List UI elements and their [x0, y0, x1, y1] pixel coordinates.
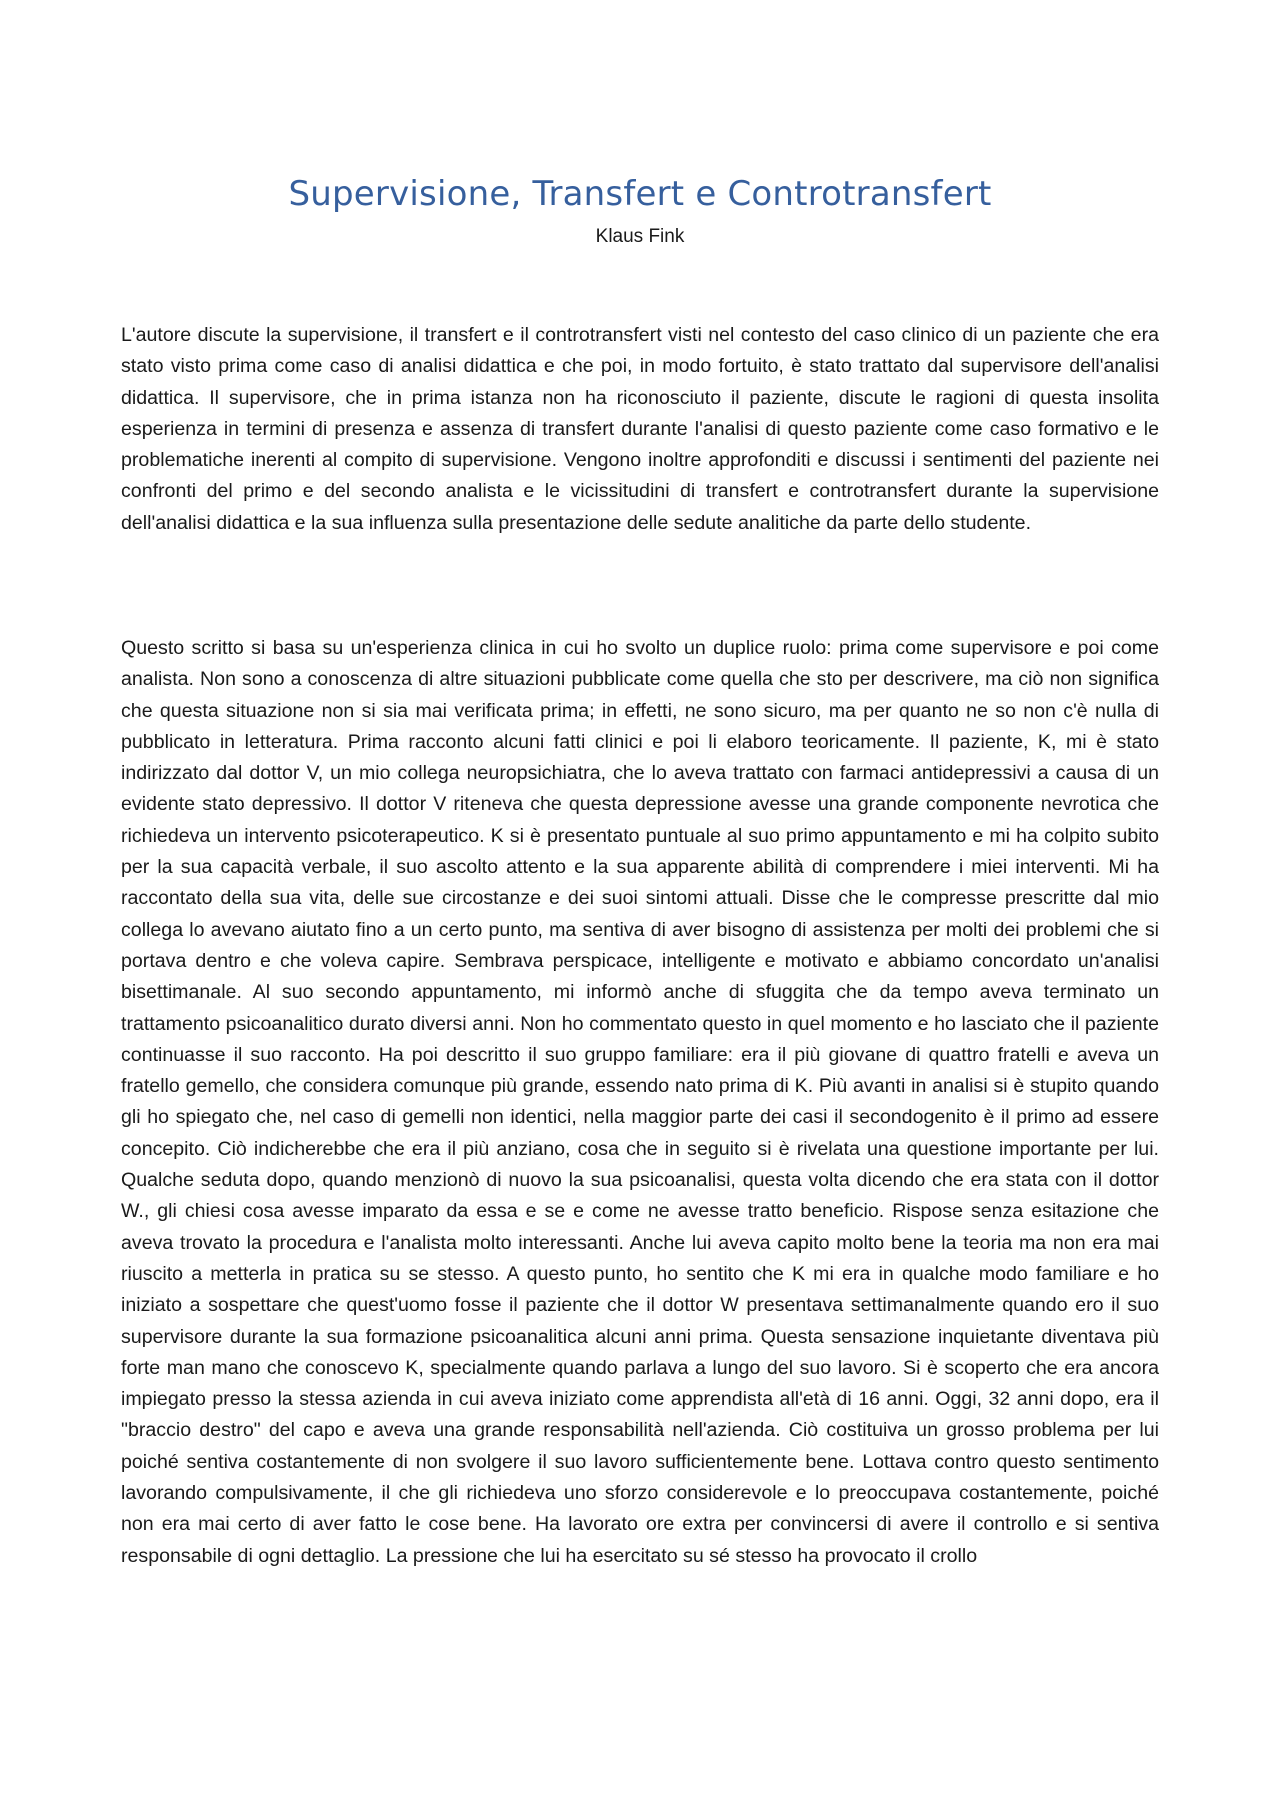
body-paragraph: Questo scritto si basa su un'esperienza clinica in cui ho svolto un duplice ruolo: prima come supervisore e poi come analista. Non sono a conoscenza di altre situazioni pubblicate come quella che sto per descrivere, ma ciò non significa che questa situazione non si sia mai verificata prima; in effetti, ne sono sicuro, ma per quanto ne so non c'è nulla di pubblicato in letteratura. Prima racconto alcuni fatti clinici e poi li elaboro teoricamente. Il paziente, K, mi è stato indirizzato dal dottor V, un mio collega neuropsichiatra, che lo aveva trattato con farmaci antidepressivi a causa di un evidente stato depressivo. Il dottor V riteneva che questa depressione avesse una grande componente nevrotica che richiedeva un intervento psicoterapeutico. K si è presentato puntuale al suo primo appuntamento e mi ha colpito subito per la sua capacità verbale, il suo ascolto attento e la sua apparente abilità di comprendere i miei interventi. Mi ha raccontato della sua vita, delle sue circostanze e dei suoi sintomi attuali. Disse che le compresse prescritte dal mio collega lo avevano aiutato fino a un certo punto, ma sentiva di aver bisogno di assistenza per molti dei problemi che si portava dentro e che voleva capire. Sembrava perspicace, intelligente e motivato e abbiamo concordato un'analisi bisettimanale. Al suo secondo appuntamento, mi informò anche di sfuggita che da tempo aveva terminato un trattamento psicoanalitico durato diversi anni. Non ho commentato questo in quel momento e ho lasciato che il paziente continuasse il suo racconto. Ha poi descritto il suo gruppo familiare: era il più giovane di quattro fratelli e aveva un fratello gemello, che considera comunque più grande, essendo nato prima di K. Più avanti in analisi si è stupito quando gli ho spiegato che, nel caso di gemelli non identici, nella maggior parte dei casi il secondogenito è il primo ad essere concepito. Ciò indicherebbe che era il più anziano, cosa che in seguito si è rivelata una questione importante per lui. Qualche seduta dopo, quando menzionò di nuovo la sua psicoanalisi, questa volta dicendo che era stata con il dottor W., gli chiesi cosa avesse imparato da essa e se e come ne avesse tratto beneficio. Rispose senza esitazione che aveva trovato la procedura e l'analista molto interessanti. Anche lui aveva capito molto bene la teoria ma non era mai riuscito a metterla in pratica su se stesso. A questo punto, ho sentito che K mi era in qualche modo familiare e ho iniziato a sospettare che quest'uomo fosse il paziente che il dottor W presentava settimanalmente quando ero il suo supervisore durante la sua formazione psicoanalitica alcuni anni prima. Questa sensazione inquietante diventava più forte man mano che conoscevo K, specialmente quando parlava a lungo del suo lavoro. Si è scoperto che era ancora impiegato presso la stessa azienda in cui aveva iniziato come apprendista all'età di 16 anni. Oggi, 32 anni dopo, era il "braccio destro" del capo e aveva una grande responsabilità nell'azienda. Ciò costituiva un grosso problema per lui poiché sentiva costantemente di non svolgere il suo lavoro sufficientemente bene. Lottava contro questo sentimento lavorando compulsivamente, il che gli richiedeva uno sforzo considerevole e lo preoccupava costantemente, poiché non era mai certo di aver fatto le cose bene. Ha lavorato ore extra per convincersi di avere il controllo e si sentiva responsabile di ogni dettaglio. La pressione che lui ha esercitato su sé stesso ha provocato il crollo — [121, 637, 1159, 1567]
abstract-paragraph: L'autore discute la supervisione, il transfert e il controtransfert visti nel contesto del caso clinico di un paziente che era stato visto prima come caso di analisi didattica e che poi, in modo fortuito, è stato trattato dal supervisore dell'analisi didattica. Il supervisore, che in prima istanza non ha riconosciuto il paziente, discute le ragioni di questa insolita esperienza in termini di presenza e assenza di transfert durante l'analisi di questo paziente come caso formativo e le problematiche inerenti al compito di supervisione. Vengono inoltre approfonditi e discussi i sentimenti del paziente nei confronti del primo e del secondo analista e le vicissitudini di transfert e controtransfert durante la supervisione dell'analisi didattica e la sua influenza sulla presentazione delle sedute analitiche da parte dello studente. — [121, 324, 1159, 534]
page-title: Supervisione, Transfert e Controtransfert — [288, 174, 992, 214]
author-name: Klaus Fink — [595, 226, 685, 247]
